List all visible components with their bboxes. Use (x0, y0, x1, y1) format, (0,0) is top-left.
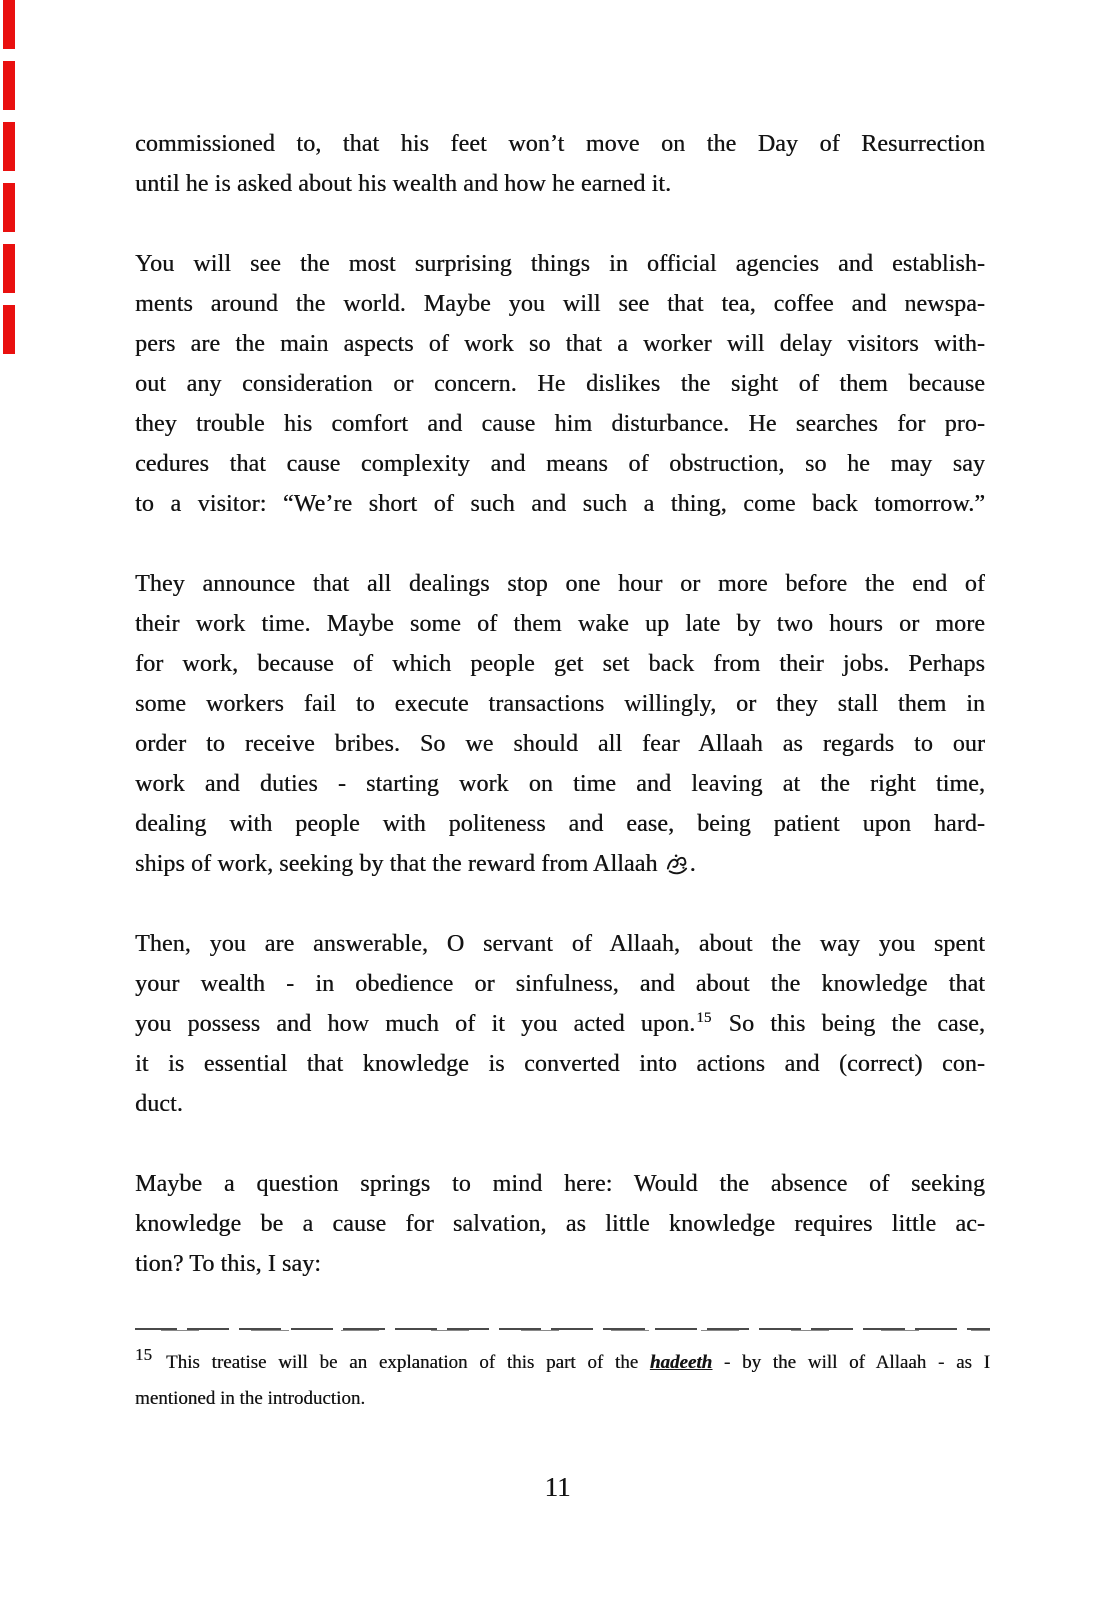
footnote-text: - by the will of Allaah - as I (712, 1352, 990, 1373)
text-line: cedures that cause complexity and means of obstruction, so he may say (135, 451, 985, 477)
text-line: they trouble his comfort and cause him disturbance. He searches for pro- (135, 411, 985, 437)
paragraph-3 (135, 564, 985, 884)
text-line: dealing with people with politeness and ease, being patient upon hard- (135, 811, 985, 837)
text-line: ments around the world. Maybe you will see that tea, coffee and newspa- (135, 291, 985, 317)
text-line: Maybe a question springs to mind here: Would the absence of seeking (135, 1171, 985, 1197)
text-line: commissioned to, that his feet won’t move on the Day of Resurrection (135, 131, 985, 157)
text-line: it is essential that knowledge is converted into actions and (correct) con- (135, 1051, 985, 1077)
text-line: their work time. Maybe some of them wake up late by two hours or more (135, 611, 985, 637)
footnote-line: mentioned in the introduction. (135, 1388, 366, 1409)
text-line: They announce that all dealings stop one hour or more before the end of (135, 571, 985, 597)
paragraph-4 (135, 924, 985, 1124)
allah-honorific-icon (664, 853, 690, 875)
page-number: 11 (544, 1472, 571, 1502)
text-line: duct. (135, 1091, 183, 1117)
scan-edge-red-marks (3, 0, 15, 366)
text-line: work and duties - starting work on time and leaving at the right time, (135, 771, 985, 797)
footnote-term-hadeeth: hadeeth (649, 1352, 713, 1373)
line-text: . (689, 851, 696, 877)
text-line: tion? To this, I say: (135, 1251, 321, 1277)
footnote-separator-rule (135, 1328, 990, 1331)
text-line: pers are the main aspects of work so that a worker will delay visitors with- (135, 331, 985, 357)
paragraph-5 (135, 1164, 985, 1284)
text-line: to a visitor: “We’re short of such and such a thing, come back tomorrow.” (135, 491, 985, 517)
text-line: order to receive bribes. So we should all fear Allaah as regards to our (135, 731, 985, 757)
paragraph-2 (135, 244, 985, 524)
footnote-ref-15: 15 (696, 1010, 712, 1026)
text-line: your wealth - in obedience or sinfulness, and about the knowledge that (135, 971, 985, 997)
text-line: out any consideration or concern. He dislikes the sight of them because (135, 371, 985, 397)
text-line: Then, you are answerable, O servant of Allaah, about the way you spent (135, 931, 985, 957)
line-text: you possess and how much of it you acted upon. (135, 1011, 696, 1037)
text-line: until he is asked about his wealth and how he earned it. (135, 171, 672, 197)
line-text: ships of work, seeking by that the reward from Allaah (135, 851, 664, 877)
text-line: You will see the most surprising things in official agencies and establish- (135, 251, 985, 277)
footnote-line (135, 1345, 990, 1381)
text-line (135, 844, 985, 884)
line-text: So this being the case, (712, 1011, 985, 1037)
text-line: some workers fail to execute transactions willingly, or they stall them in (135, 691, 985, 717)
text-line: for work, because of which people get set back from their jobs. Perhaps (135, 651, 985, 677)
text-line (135, 1004, 985, 1044)
footnote-text: This treatise will be an explanation of this part of the (166, 1352, 650, 1373)
footnote-marker: 15 (135, 1345, 152, 1364)
body-text (135, 124, 990, 1417)
text-line: knowledge be a cause for salvation, as little knowledge requires little ac- (135, 1211, 985, 1237)
paragraph-1 (135, 124, 985, 204)
footnote (135, 1345, 990, 1417)
